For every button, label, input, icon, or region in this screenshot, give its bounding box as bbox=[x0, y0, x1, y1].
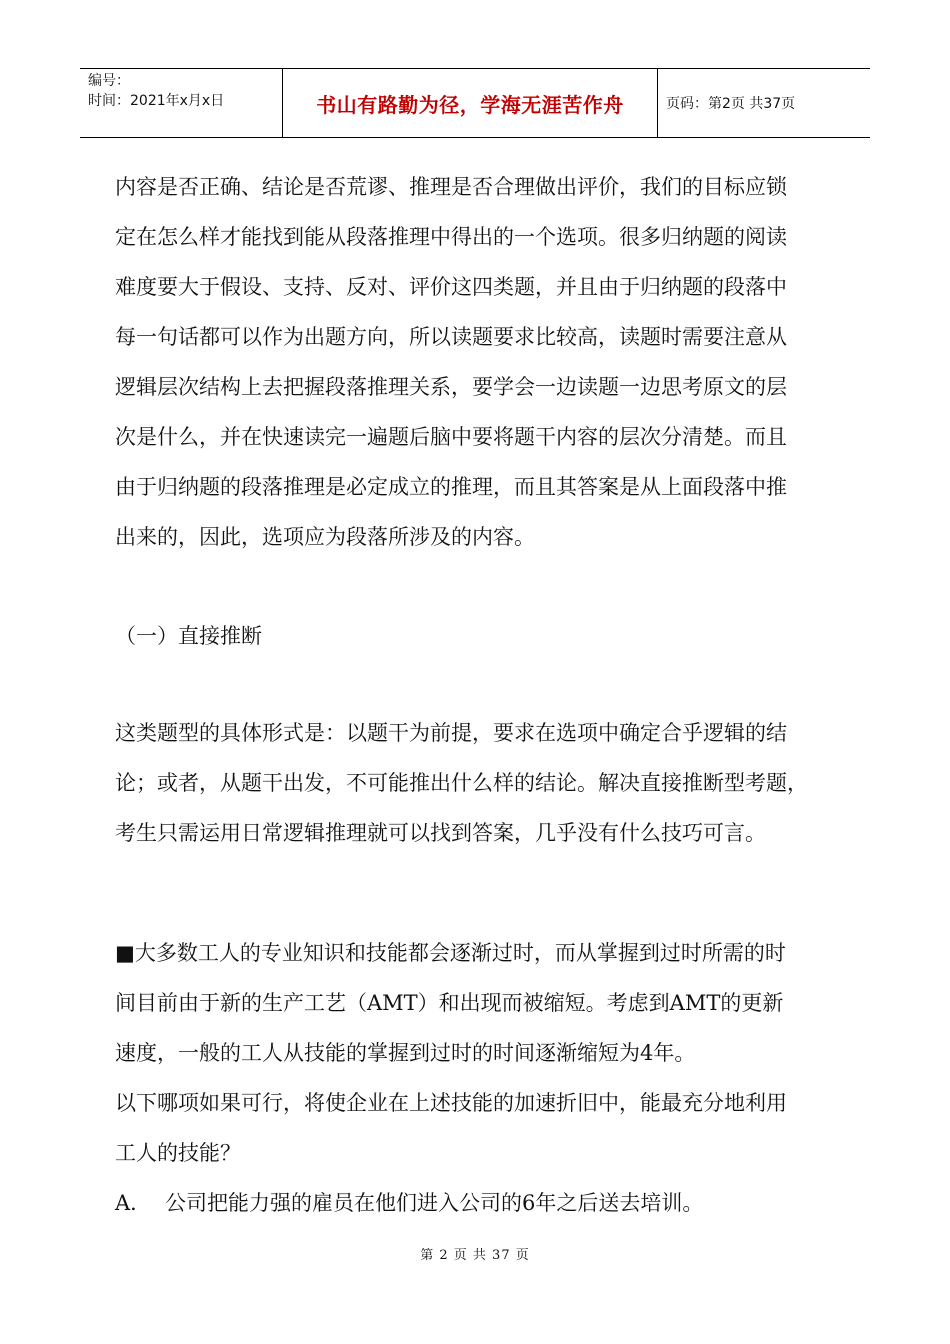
text-line: 论；或者，从题干出发，不可能推出什么样的结论。解决直接推断型考题， bbox=[115, 771, 808, 795]
page-header bbox=[80, 68, 870, 138]
text-line: ■大多数工人的专业知识和技能都会逐渐过时，而从掌握到过时所需的时 bbox=[115, 941, 786, 965]
text-line: 内容是否正确、结论是否荒谬、推理是否合理做出评价，我们的目标应锁 bbox=[115, 175, 787, 199]
question-stem bbox=[115, 928, 855, 1078]
number-label: 编号： bbox=[88, 73, 130, 89]
page-footer: 第 2 页 共 37 页 bbox=[420, 1248, 530, 1263]
text-line: 由于归纳题的段落推理是必定成立的推理，而且其答案是从上面段落中推 bbox=[115, 475, 787, 499]
text-line: 工人的技能？ bbox=[115, 1141, 241, 1165]
text-line: 每一句话都可以作为出题方向，所以读题要求比较高，读题时需要注意从 bbox=[115, 325, 787, 349]
date-label: 时间：2021年x月x日 bbox=[88, 93, 225, 109]
text-line: 出来的，因此，选项应为段落所涉及的内容。 bbox=[115, 525, 535, 549]
text-line: 间目前由于新的生产工艺（AMT）和出现而被缩短。考虑到AMT的更新 bbox=[115, 991, 784, 1015]
text-line: 逻辑层次结构上去把握段落推理关系，要学会一边读题一边思考原文的层 bbox=[115, 375, 787, 399]
header-meta bbox=[80, 69, 283, 137]
paragraph-2 bbox=[115, 708, 855, 858]
section-heading: （一）直接推断 bbox=[115, 624, 262, 648]
text-line: 这类题型的具体形式是：以题干为前提，要求在选项中确定合乎逻辑的结 bbox=[115, 721, 787, 745]
text-line: 考生只需运用日常逻辑推理就可以找到答案，几乎没有什么技巧可言。 bbox=[115, 821, 766, 845]
question-prompt bbox=[115, 1078, 855, 1178]
text-line: 以下哪项如果可行，将使企业在上述技能的加速折旧中，能最充分地利用 bbox=[115, 1091, 787, 1115]
option-a bbox=[115, 1178, 855, 1228]
text-line: 速度，一般的工人从技能的掌握到过时的时间逐渐缩短为4年。 bbox=[115, 1041, 696, 1065]
option-a-label: A． bbox=[115, 1191, 152, 1215]
document-body bbox=[115, 162, 855, 1228]
text-line: 次是什么，并在快速读完一遍题后脑中要将题干内容的层次分清楚。而且 bbox=[115, 425, 787, 449]
text-line: 定在怎么样才能找到能从段落推理中得出的一个选项。很多归纳题的阅读 bbox=[115, 225, 787, 249]
header-motto: 书山有路勤为径，学海无涯苦作舟 bbox=[283, 69, 658, 137]
paragraph-1 bbox=[115, 162, 855, 562]
text-line: 难度要大于假设、支持、反对、评价这四类题，并且由于归纳题的段落中 bbox=[115, 275, 787, 299]
option-a-text: 公司把能力强的雇员在他们进入公司的6年之后送去培训。 bbox=[165, 1191, 704, 1215]
header-page-info: 页码：第2页 共37页 bbox=[666, 96, 796, 112]
